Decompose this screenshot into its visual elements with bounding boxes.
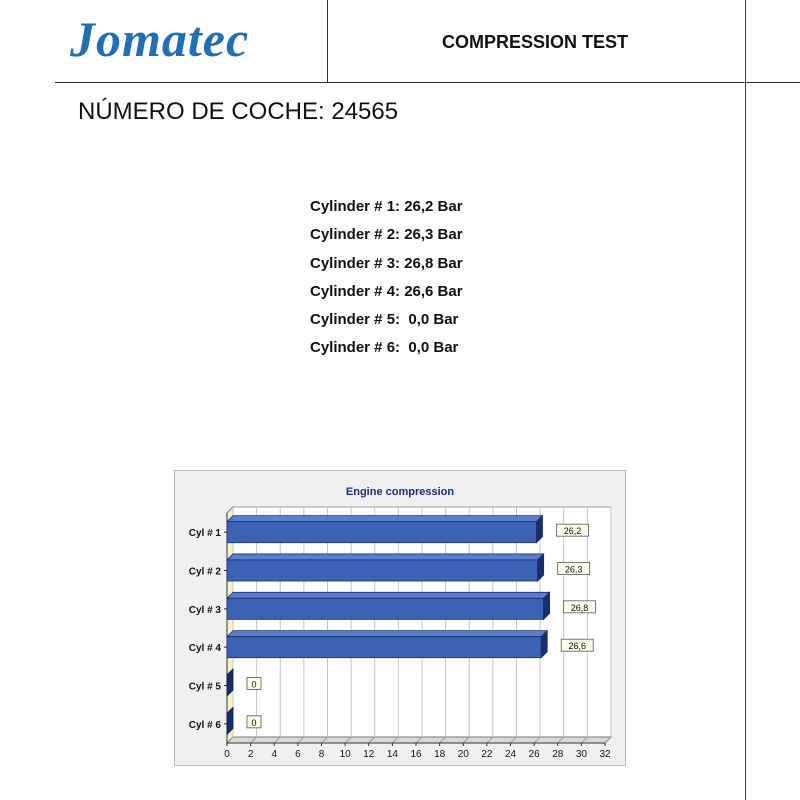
x-tick-label: 30 (575, 749, 587, 760)
category-label: Cyl # 2 (188, 566, 221, 578)
x-tick-label: 0 (224, 749, 230, 760)
x-tick-label: 16 (410, 749, 422, 760)
category-label: Cyl # 4 (188, 643, 221, 655)
category-label: Cyl # 3 (188, 604, 221, 616)
header-bottom-rule (55, 82, 800, 83)
cylinder-reading-5: Cylinder # 5: 0,0 Bar (310, 311, 459, 329)
x-tick-label: 2 (247, 749, 254, 760)
car-number: NÚMERO DE COCHE: 24565 (78, 98, 399, 125)
cylinder-reading-6: Cylinder # 6: 0,0 Bar (310, 339, 459, 357)
x-tick-label: 10 (339, 749, 351, 760)
bar (227, 522, 536, 543)
cylinder-reading-3: Cylinder # 3: 26,8 Bar (310, 254, 463, 272)
data-label: 26,3 (564, 564, 583, 575)
bar-top (227, 631, 547, 637)
x-tick-label: 6 (295, 749, 301, 760)
company-logo: Jomatec (70, 11, 250, 67)
data-label: 0 (251, 679, 257, 690)
bar-top (227, 592, 550, 598)
header-divider (327, 0, 328, 82)
bar (227, 637, 541, 658)
cylinder-readings (310, 198, 463, 368)
chart-canvas (175, 471, 625, 765)
x-tick-label: 24 (504, 749, 517, 760)
x-tick-label: 18 (434, 749, 446, 760)
bar (227, 598, 544, 619)
cylinder-reading-2: Cylinder # 2: 26,3 Bar (310, 226, 463, 244)
category-label: Cyl # 5 (188, 681, 221, 693)
x-tick-label: 26 (528, 749, 540, 760)
x-tick-label: 8 (318, 749, 325, 760)
category-label: Cyl # 1 (188, 528, 221, 540)
bar (227, 560, 538, 581)
bar-top (227, 516, 542, 522)
bar-top (227, 554, 544, 560)
x-tick-label: 4 (271, 749, 278, 760)
data-label: 26,2 (563, 526, 582, 537)
x-tick-label: 14 (386, 749, 398, 760)
x-tick-label: 22 (481, 749, 493, 760)
engine-compression-chart (174, 470, 626, 766)
x-tick-label: 12 (363, 749, 375, 760)
data-label: 26,6 (568, 641, 586, 652)
category-label: Cyl # 6 (188, 719, 221, 731)
chart-title: Engine compression (345, 486, 455, 498)
page-right-rule (745, 0, 746, 800)
data-label: 0 (251, 717, 257, 728)
document-title: COMPRESSION TEST (441, 32, 629, 52)
cylinder-reading-1: Cylinder # 1: 26,2 Bar (310, 198, 463, 215)
x-tick-label: 20 (457, 749, 469, 760)
x-tick-label: 28 (552, 749, 564, 760)
data-label: 26,8 (570, 602, 589, 613)
x-tick-label: 32 (599, 749, 611, 760)
cylinder-reading-4: Cylinder # 4: 26,6 Bar (310, 282, 463, 300)
